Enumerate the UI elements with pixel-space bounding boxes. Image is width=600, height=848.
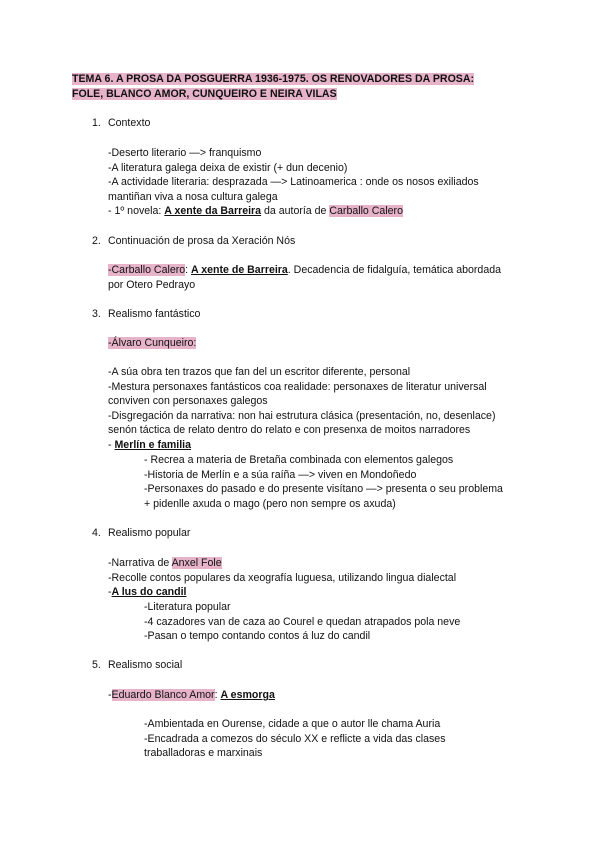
author-carballo-calero-2: -Carballo Calero <box>108 264 186 276</box>
section-3-sublist <box>144 453 503 511</box>
author-anxel-fole: Anxel Fole <box>171 557 222 569</box>
section-2-number: 2. <box>92 235 101 247</box>
section-3-line-2: -Mestura personaxes fantásticos coa realidade: personaxes de literatur universal <box>108 380 487 393</box>
section-1-heading: Contexto <box>108 117 151 129</box>
book-title-a-xente-da-barreira: A xente da Barreira <box>164 205 262 218</box>
section-4-body <box>108 556 456 600</box>
book-title-a-esmorga: A esmorga <box>220 689 275 701</box>
title-line-1: TEMA 6. A PROSA DA POSGUERRA 1936-1975. OS RENOVADORES DA PROSA: <box>72 73 475 85</box>
section-3-sub-4: + pidenlle axuda o mago (pero non sempre os axuda) <box>144 497 396 510</box>
section-3-number: 3. <box>92 308 101 320</box>
author-carballo-calero: Carballo Calero <box>329 205 403 218</box>
section-5-sub-1: -Ambientada en Ourense, cidade a que o autor lle chama Auria <box>144 718 441 730</box>
section-3-line-4: -Disgregación da narrativa: non hai estrutura clásica (presentación, no, desenlace) <box>108 409 496 422</box>
section-4-line-2: -Recolle contos populares da xeografía luguesa, utilizando lingua dialectal <box>108 571 457 584</box>
title-line-2: FOLE, BLANCO AMOR, CUNQUEIRO E NEIRA VILAS <box>72 88 337 100</box>
section-2-colon: : <box>185 264 192 276</box>
section-2-line-1-rest: . Decadencia de fidalguía, temática abordada <box>287 264 501 276</box>
book-title-merlin-e-familia: Merlín e familia <box>114 438 192 451</box>
section-1-number: 1. <box>92 117 101 129</box>
section-3-sub-2: -Historia de Merlín e a súa raíña —> viven en Mondoñedo <box>144 468 417 481</box>
section-3-body <box>108 365 495 453</box>
section-1-line-4: mantiñan viva a nosa cultura galega <box>108 190 278 203</box>
section-2-line-1 <box>108 263 501 278</box>
section-4-sub-1: -Literatura popular <box>144 601 231 613</box>
section-4-line-1-prefix: -Narrativa de <box>108 557 172 569</box>
section-2-body <box>108 263 501 292</box>
section-3-line-5: senón táctica de relato dentro do relato e con presenxa de moitos narradores <box>108 424 471 437</box>
section-1-line-5-prefix: - 1º novela: <box>108 205 165 218</box>
section-4-book-prefix: - <box>108 586 112 599</box>
section-1-body <box>108 146 479 219</box>
section-3-book-line <box>108 438 495 453</box>
section-2-heading: Continuación de prosa da Xeración Nós <box>108 235 296 247</box>
section-4-sublist <box>144 600 460 644</box>
section-3-heading: Realismo fantástico <box>108 308 201 320</box>
section-2-line-2: por Otero Pedrayo <box>108 278 196 291</box>
section-1-line-5-middle: da autoría de <box>261 205 330 218</box>
section-3-book-prefix: - <box>108 438 115 451</box>
section-3-line-1: -A súa obra ten trazos que fan del un escritor diferente, personal <box>108 366 411 378</box>
section-4-line-1 <box>108 556 456 571</box>
section-1-line-2: -A literatura galega deixa de existir (+ dun decenio) <box>108 161 348 174</box>
section-3-sub-3: -Personaxes do pasado e do presente visítano —> presenta o seu problema <box>144 483 503 496</box>
section-4-book-line <box>108 585 456 600</box>
section-4-number: 4. <box>92 527 101 539</box>
section-3-sub-1: - Recrea a materia de Bretaña combinada con elementos galegos <box>144 454 454 466</box>
book-title-a-lus-do-candil: A lus do candil <box>111 586 187 599</box>
section-3-author-line <box>108 336 196 351</box>
section-5-sublist <box>144 717 446 761</box>
section-5-sub-2: -Encadrada a comezos do século XX e reflicte a vida das clases <box>144 732 446 745</box>
author-alvaro-cunqueiro: -Álvaro Cunqueiro: <box>108 337 197 349</box>
section-5-colon: : <box>214 689 221 701</box>
section-4-heading: Realismo popular <box>108 527 191 539</box>
section-5-heading: Realismo social <box>108 659 183 671</box>
section-1-line-1: -Deserto literario —> franquismo <box>108 147 262 159</box>
section-5-prefix: - <box>108 689 112 701</box>
section-3-line-3: conviven con personaxes galegos <box>108 395 268 408</box>
section-4-sub-3: -Pasan o tempo contando contos á luz do candil <box>144 630 371 643</box>
section-5-sub-3: traballadoras e marxinais <box>144 747 263 760</box>
section-1-line-5 <box>108 204 479 219</box>
author-eduardo-blanco-amor: Eduardo Blanco Amor <box>111 689 215 701</box>
section-4-sub-2: -4 cazadores van de caza ao Courel e quedan atrapados pola neve <box>144 615 461 628</box>
section-5-number: 5. <box>92 659 101 671</box>
document-title <box>72 72 542 102</box>
book-title-a-xente-de-barreira: A xente de Barreira <box>191 264 288 276</box>
section-1-line-3: -A actividade literaria: desprazada —> Latinoamerica : onde os nosos exiliados <box>108 176 479 189</box>
section-5-author-line <box>108 688 275 703</box>
